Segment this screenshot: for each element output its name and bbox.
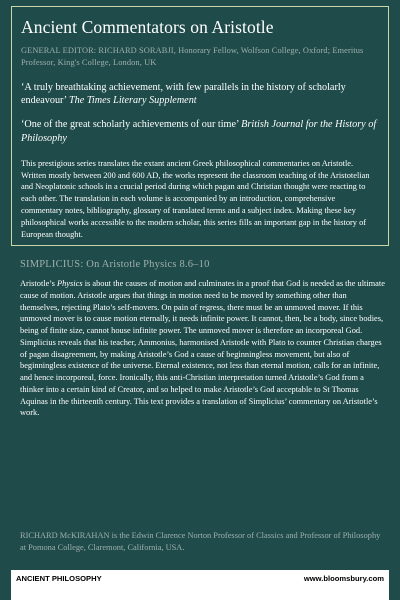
- book-description-title: Physics: [57, 279, 83, 288]
- series-info-box: [11, 6, 389, 246]
- category-label: ANCIENT PHILOSOPHY: [16, 573, 102, 583]
- review-quote-1: [21, 81, 379, 109]
- barcode-panel: [11, 586, 389, 600]
- book-description-intro: Aristotle’s: [20, 279, 55, 288]
- series-title: Ancient Commentators on Aristotle: [21, 17, 274, 37]
- publisher-website: www.bloomsbury.com: [303, 573, 384, 583]
- review-quote-2-text: ‘One of the great scholarly achievements of our time’: [21, 119, 239, 131]
- book-description: [20, 278, 385, 419]
- series-description: This prestigious series translates the extant ancient Greek philosophical commentaries on Aristotle. Written mostly between 200 and 600 AD, the works represent the classroom teaching of the Aristotelian and Neoplatonic schools in a crucial period during which pagan and Christian thought were reacting to each other. The translation in each volume is accompanied by an introduction, comprehensive commentary notes, bibliography, glossary of translated terms and a subject index. Making these key philosophical works accessible to the modern scholar, this series fills an important gap in the history of European thought.: [21, 158, 370, 240]
- review-quote-1-source: The Times Literary Supplement: [69, 95, 197, 107]
- category-band: [11, 570, 389, 586]
- review-quote-2-source: British Journal for the History of Philosophy: [21, 119, 377, 144]
- review-quote-1-text: ‘A truly breathtaking achievement, with few parallels in the history of scholarly endeavour’: [21, 81, 346, 107]
- general-editor: GENERAL EDITOR: RICHARD SORABJI, Honorary Fellow, Wolfson College, Oxford; Emeritus Professor, King's College, London, UK: [21, 46, 364, 67]
- book-heading: SIMPLICIUS: On Aristotle Physics 8.6–10: [20, 259, 210, 270]
- review-quote-2: [21, 118, 379, 146]
- book-description-body: is about the causes of motion and culminates in a proof that God is needed as the ultimate cause of motion. Aristotle argues that things in motion need to be moved by something other than themselves, rejecting Plato’s self-movers. On pain of regress, there must be an unmoved mover. If this unmoved mover is to cause motion eternally, it needs infinite power. It cannot, then, be a body, since bodies, being of finite size, cannot house infinite power. The unmoved mover is therefore an incorporeal God. Simplicius reveals that his teacher, Ammonius, harmonised Aristotle with Plato to counter Christian charges of pagan disagreement, by making Aristotle’s God a cause of beginningless movement, but also of beginningless existence of the universe. Eternal existence, not less than eternal motion, calls for an infinite, and hence incorporeal, force. Ironically, this anti-Christian interpretation turned Aristotle’s God from a thinker into a certain kind of Creator, and so helped to make Aristotle’s God acceptable to St Thomas Aquinas in the thirteenth century. This text provides a translation of Simplicius’ commentary on Aristotle’s work.: [20, 279, 385, 418]
- author-bio: RICHARD McKIRAHAN is the Edwin Clarence Norton Professor of Classics and Professor of Philosophy at Pomona College, Claremont, California, USA.: [20, 531, 381, 552]
